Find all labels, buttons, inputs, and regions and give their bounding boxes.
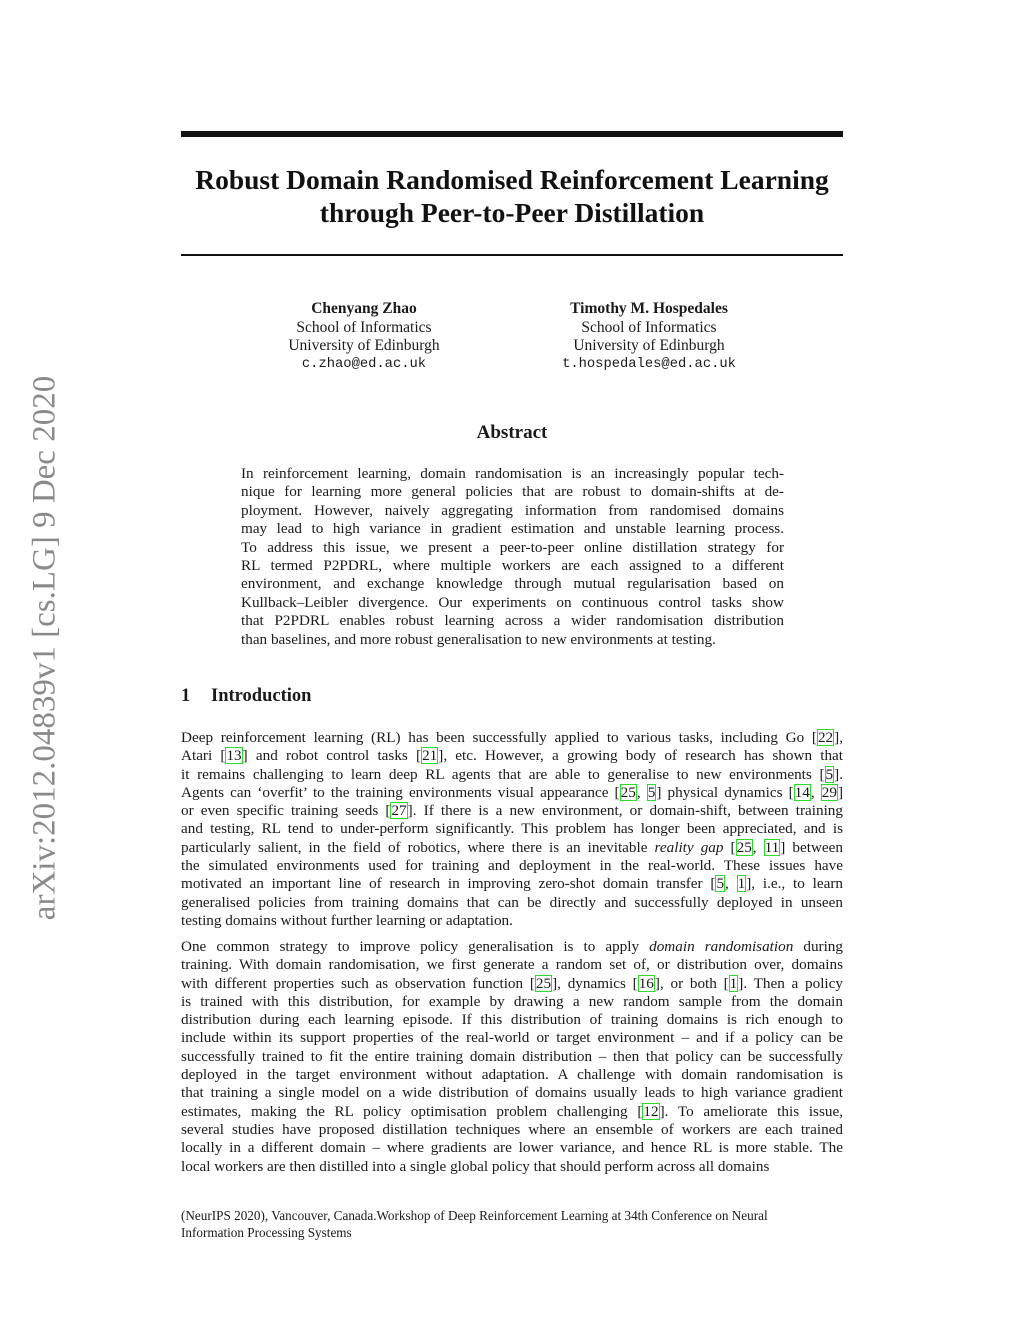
abstract-body (241, 465, 784, 649)
text-run: deployed in the target environment without adaptation. A challenge with domain randomisation is (181, 1066, 843, 1084)
text-run: , (636, 783, 647, 801)
paragraph-line (181, 1139, 843, 1157)
author-block-1 (214, 300, 514, 374)
text-run: several studies have proposed distillation techniques where an ensemble of workers are each trained (181, 1120, 843, 1138)
title-rule-bottom (181, 254, 843, 256)
text-run: locally in a different domain – where gradients are lower variance, and hence RL is more stable. The (181, 1139, 843, 1157)
author-name: Timothy M. Hospedales (570, 300, 728, 317)
text-run: or even specific training seeds [ (181, 802, 391, 820)
text-run: ]. (834, 765, 843, 783)
text-run: include within its support properties of the real-world or target environment – and if a policy can be (181, 1029, 843, 1047)
text-run: One common strategy to improve policy generalisation is to apply (181, 938, 650, 955)
text-run: [ (723, 838, 736, 856)
text-run: ] and robot control tasks [ (242, 747, 422, 765)
text-run: ], i.e., to learn (746, 875, 843, 893)
text-run: ], etc. However, a growing body of research has shown that (438, 747, 843, 765)
text-run: ] physical dynamics [ (656, 783, 794, 801)
paragraph-line (181, 820, 843, 838)
author-affiliation: University of Edinburgh (573, 337, 725, 355)
paragraph-line (181, 857, 843, 875)
abstract-line: ployment. However, naively aggregating information from randomised domains (241, 501, 784, 519)
paragraph-line (181, 938, 843, 956)
emphasis-text: reality gap (654, 838, 724, 856)
paragraph-line (181, 956, 843, 974)
footnote-line: Information Processing Systems (181, 1224, 352, 1240)
paragraph-line (181, 875, 843, 893)
paragraph-line (181, 766, 843, 784)
author-affiliation: University of Edinburgh (288, 337, 440, 355)
paper-title-line-2: through Peer-to-Peer Distillation (319, 197, 705, 228)
author-affiliation: School of Informatics (296, 318, 432, 336)
text-run: local workers are then distilled into a single global policy that should perform across all domains (181, 1157, 770, 1175)
author-email[interactable]: t.hospedales@ed.ac.uk (562, 356, 736, 372)
text-run: ] (837, 783, 844, 801)
paragraph-line (181, 1048, 843, 1066)
section-number: 1 (181, 686, 191, 706)
footnote-line: (NeurIPS 2020), Vancouver, Canada.Workshop of Deep Reinforcement Learning at 34th Conference on Neural (181, 1208, 768, 1223)
citation-link[interactable]: 12 (643, 1102, 659, 1120)
citation-link[interactable]: 22 (817, 729, 834, 746)
text-run: distribution during each learning episode. If this distribution of training domains is rich enough to (181, 1011, 843, 1029)
abstract-line: environment, and exchange knowledge through mutual regularisation based on (241, 575, 784, 593)
abstract-line: In reinforcement learning, domain randomisation is an increasingly popular tech- (241, 465, 784, 482)
text-run: ]. To ameliorate this issue, (659, 1102, 843, 1120)
paragraph-line (181, 802, 843, 820)
text-run: estimates, making the RL policy optimisation problem challenging [ (181, 1102, 643, 1120)
paragraph-line (181, 747, 843, 765)
citation-link[interactable]: 29 (821, 783, 837, 801)
paragraph-line (181, 1066, 843, 1084)
text-run: during (793, 938, 843, 955)
citation-link[interactable]: 1 (737, 875, 746, 893)
paper-title-line-1: Robust Domain Randomised Reinforcement Learning (195, 164, 829, 195)
text-run: that training a single model on a wide distribution of domains usually leads to high variance gradient (181, 1084, 843, 1102)
paragraph-line (181, 1103, 843, 1121)
text-run: Atari [ (181, 747, 226, 765)
paragraph-line (181, 1029, 843, 1047)
paragraph-line (181, 1011, 843, 1029)
abstract-line: To address this issue, we present a peer-to-peer online distillation strategy for (241, 538, 784, 556)
intro-paragraph-1 (181, 729, 843, 930)
text-run: ], dynamics [ (552, 974, 638, 992)
paragraph-line (181, 894, 843, 912)
citation-link[interactable]: 21 (422, 747, 438, 765)
author-email[interactable]: c.zhao@ed.ac.uk (301, 356, 427, 372)
text-run: ] between (780, 838, 843, 856)
paragraph-line (181, 1121, 843, 1139)
abstract-line: nique for learning more general policies that are robust to domain-shifts at de- (241, 483, 784, 501)
paragraph-line (181, 784, 843, 802)
text-run: ]. If there is a new environment, or domain-shift, between training (407, 802, 843, 820)
citation-link[interactable]: 16 (638, 974, 654, 992)
citation-link[interactable]: 5 (716, 875, 725, 893)
abstract-line: that P2PDRL enables robust learning across a wider randomisation distribution (241, 612, 784, 630)
citation-link[interactable]: 5 (825, 765, 834, 783)
paragraph-line (181, 1084, 843, 1102)
abstract-line: RL termed P2PDRL, where multiple workers are each assigned to a different (241, 557, 784, 575)
citation-link[interactable]: 5 (647, 783, 656, 801)
text-run: generalised policies from training domains that can be directly and successfully deployed in unseen (181, 893, 843, 911)
footnote (181, 1208, 843, 1241)
citation-link[interactable]: 14 (794, 783, 810, 801)
text-run: ]. Then a policy (738, 974, 843, 992)
paper-title (181, 163, 843, 229)
section-title: Introduction (211, 686, 312, 706)
text-run: successfully trained to fit the entire training domain distribution – then that policy can be successfully (181, 1047, 843, 1065)
arxiv-stamp: arXiv:2012.04839v1 [cs.LG] 9 Dec 2020 (26, 375, 63, 921)
citation-link[interactable]: 1 (729, 974, 738, 992)
citation-link[interactable]: 27 (391, 802, 407, 820)
text-run: training. With domain randomisation, we first generate a random set of, or distribution over, domains (181, 956, 843, 974)
abstract-heading: Abstract (476, 422, 548, 443)
text-run: particularly salient, in the field of robotics, where there is an inevitable (181, 838, 655, 856)
paragraph-line (181, 839, 843, 857)
text-run: Deep reinforcement learning (RL) has been successfully applied to various tasks, including Go [ (181, 729, 817, 746)
text-run: and testing, RL tend to under-perform significantly. This problem has longer been appreciated, and is (181, 820, 843, 838)
paragraph-line (181, 975, 843, 993)
citation-link[interactable]: 11 (764, 838, 780, 856)
text-run: Agents can ‘overfit’ to the training environments visual appearance [ (181, 783, 620, 801)
text-run: testing domains without further learning or adaptation. (181, 911, 513, 929)
text-run: , (752, 838, 764, 856)
paragraph-line (181, 912, 843, 930)
text-run: the simulated environments used for training and deployment in the real-world. These issues have (181, 857, 843, 875)
author-name: Chenyang Zhao (311, 300, 417, 317)
text-run: , (725, 875, 737, 893)
text-run: motivated an important line of research in improving zero-shot domain transfer [ (181, 875, 716, 893)
abstract-line: Kullback–Leibler divergence. Our experiments on continuous control tasks show (241, 593, 784, 611)
intro-paragraph-2 (181, 938, 843, 1176)
citation-link[interactable]: 25 (736, 838, 752, 856)
paragraph-line (181, 1158, 843, 1176)
section-heading (181, 686, 843, 707)
text-run: ], (834, 729, 843, 746)
text-run: is trained with this distribution, for example by drawing a new random sample from the domain (181, 992, 843, 1010)
abstract-line: than baselines, and more robust generalisation to new environments at testing. (241, 630, 716, 648)
author-affiliation: School of Informatics (581, 318, 717, 336)
citation-link[interactable]: 25 (620, 783, 636, 801)
title-rule-top (181, 131, 843, 137)
text-run: , (810, 783, 821, 801)
abstract-line: may lead to high variance in gradient estimation and unstable learning process. (241, 520, 784, 538)
citation-link[interactable]: 25 (535, 974, 552, 992)
text-run: with different properties such as observation function [ (181, 974, 535, 992)
text-run: it remains challenging to learn deep RL agents that are able to generalise to new environments [ (181, 765, 825, 783)
author-block-2 (499, 300, 799, 374)
paragraph-line (181, 729, 843, 747)
text-run: ], or both [ (654, 974, 729, 992)
citation-link[interactable]: 13 (226, 747, 242, 765)
emphasis-text: domain randomisation (649, 938, 794, 955)
paragraph-line (181, 993, 843, 1011)
